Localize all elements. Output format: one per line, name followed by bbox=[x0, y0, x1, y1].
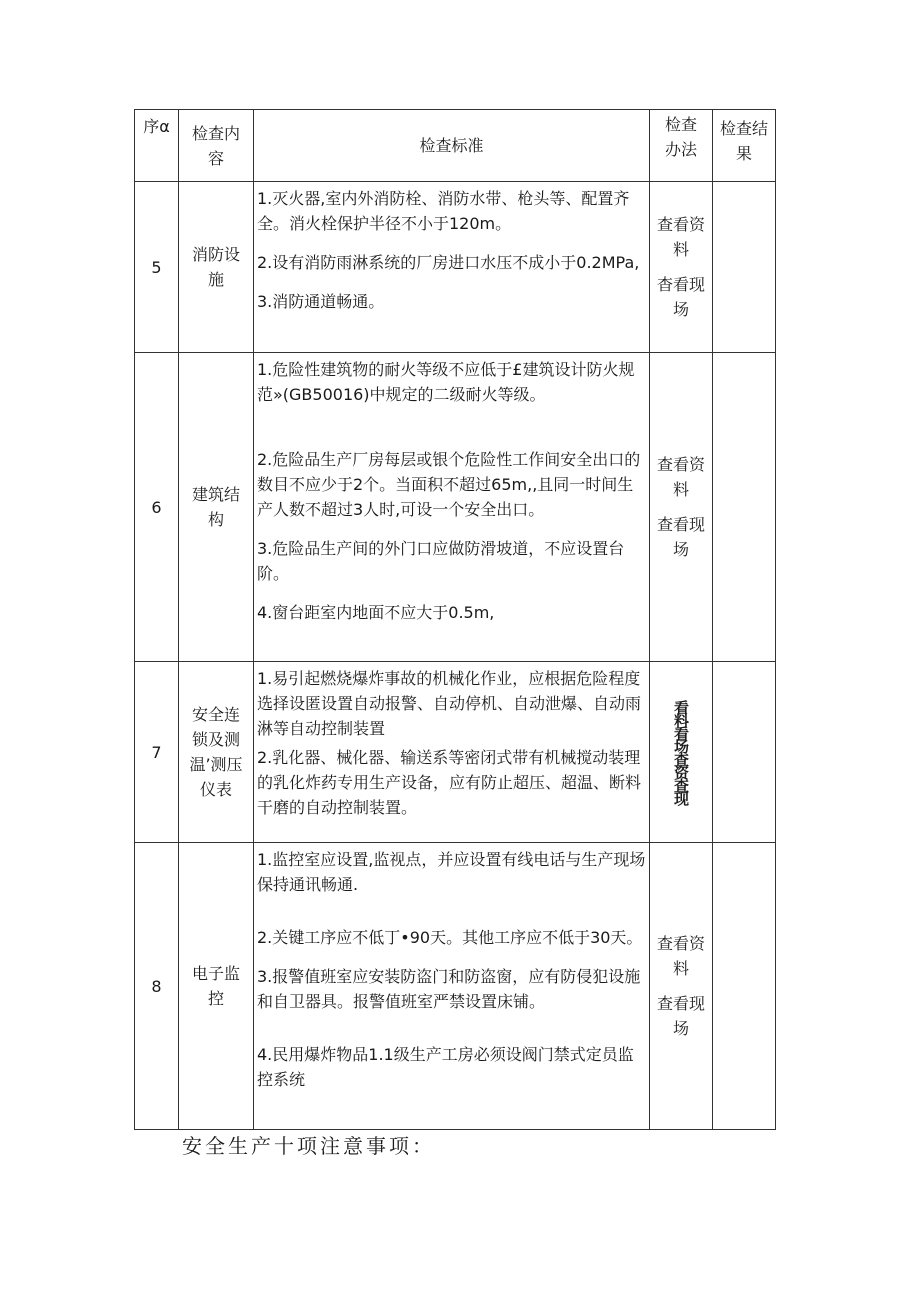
row-seq: 5 bbox=[135, 182, 179, 353]
standard-item: 1.易引起燃烧爆炸事故的机械化作业，应根据危险程度选择设匿设置自动报警、自动停机、自动泄爆、自动雨淋等自动控制装置 bbox=[257, 669, 642, 738]
method-item: 查看现场 bbox=[656, 515, 705, 559]
row-result bbox=[713, 353, 776, 662]
inspection-table bbox=[134, 109, 776, 1130]
standard-item: 3.报警值班室应安装防盗门和防盗窗，应有防侵犯设施和自卫器具。报警值班室严禁设置床铺。 bbox=[257, 967, 641, 1011]
standard-item: 4.民用爆炸物品1.1级生产工房必须设阀门禁式定员监控系统 bbox=[257, 1045, 634, 1089]
row-category: 消防设施 bbox=[179, 182, 254, 353]
table-row bbox=[135, 843, 776, 1130]
row-standard bbox=[254, 662, 650, 843]
row-category: 安全连锁及测温’测压仪表 bbox=[179, 662, 254, 843]
row-standard bbox=[254, 182, 650, 353]
row-result bbox=[713, 662, 776, 843]
standard-item: 3.危险品生产间的外门口应做防滑坡道，不应设置台阶。 bbox=[257, 539, 625, 583]
standard-item: 2.关键工序应不低丁•90天。其他工序应不低于30天。 bbox=[257, 928, 643, 947]
row-result bbox=[713, 843, 776, 1130]
row-result bbox=[713, 182, 776, 353]
row-category: 电子监控 bbox=[179, 843, 254, 1130]
method-item: 查看资料 bbox=[656, 934, 705, 978]
row-category: 建筑结构 bbox=[179, 353, 254, 662]
header-content: 检查内容 bbox=[179, 110, 254, 182]
row-method bbox=[650, 353, 713, 662]
row-seq: 7 bbox=[135, 662, 179, 843]
table-row bbox=[135, 182, 776, 353]
row-seq: 8 bbox=[135, 843, 179, 1130]
standard-item: 2.乳化器、械化器、输送系等密闭式带有机械搅动装理的乳化炸药专用生产设备，应有防止超压、超温、断料干磨的自动控制装置。 bbox=[257, 748, 642, 817]
standard-item: 2.危险品生产厂房每层或银个危险性工作间安全出口的数目不应少于2个。当面积不超过65m,,且同一时间生产人数不超过3人时,可设一个安全出口。 bbox=[257, 450, 641, 519]
standard-item: 1.危险性建筑物的耐火等级不应低于£建筑设计防火规范»(GB50016)中规定的二级耐火等级。 bbox=[257, 360, 635, 404]
header-standard: 检查标准 bbox=[254, 110, 650, 182]
standard-item: 2.设有消防雨淋系统的厂房进口水压不成小于0.2MPa, bbox=[257, 253, 640, 272]
table-header-row bbox=[135, 110, 776, 182]
standard-item: 1.监控室应设置,监视点，并应设置有线电话与生产现场保持通讯畅通. bbox=[257, 850, 646, 894]
row-method bbox=[650, 662, 713, 843]
header-result: 检查结果 bbox=[713, 110, 776, 182]
method-vertical-text: 看料看场查资查现 bbox=[672, 700, 690, 804]
row-seq: 6 bbox=[135, 353, 179, 662]
row-method bbox=[650, 182, 713, 353]
standard-item: 4.窗台距室内地面不应大于0.5m, bbox=[257, 603, 495, 622]
header-method: 检查办法 bbox=[650, 110, 713, 182]
method-item: 查看资料 bbox=[656, 455, 705, 499]
method-item: 杳看现场 bbox=[656, 275, 705, 319]
section-heading: 安全生产十项注意事项： bbox=[182, 1134, 435, 1158]
method-item: 查看资料 bbox=[656, 215, 705, 259]
standard-item: 1.灭火器,室内外消防栓、消防水带、枪头等、配置齐全。消火栓保护半径不小于120m。 bbox=[257, 189, 630, 233]
table-row bbox=[135, 662, 776, 843]
row-standard bbox=[254, 843, 650, 1130]
table-row bbox=[135, 353, 776, 662]
standard-item: 3.消防通道畅通。 bbox=[257, 292, 385, 311]
method-item: 查看现场 bbox=[656, 994, 705, 1038]
row-standard bbox=[254, 353, 650, 662]
header-seq: 序α bbox=[135, 110, 179, 182]
row-method bbox=[650, 843, 713, 1130]
